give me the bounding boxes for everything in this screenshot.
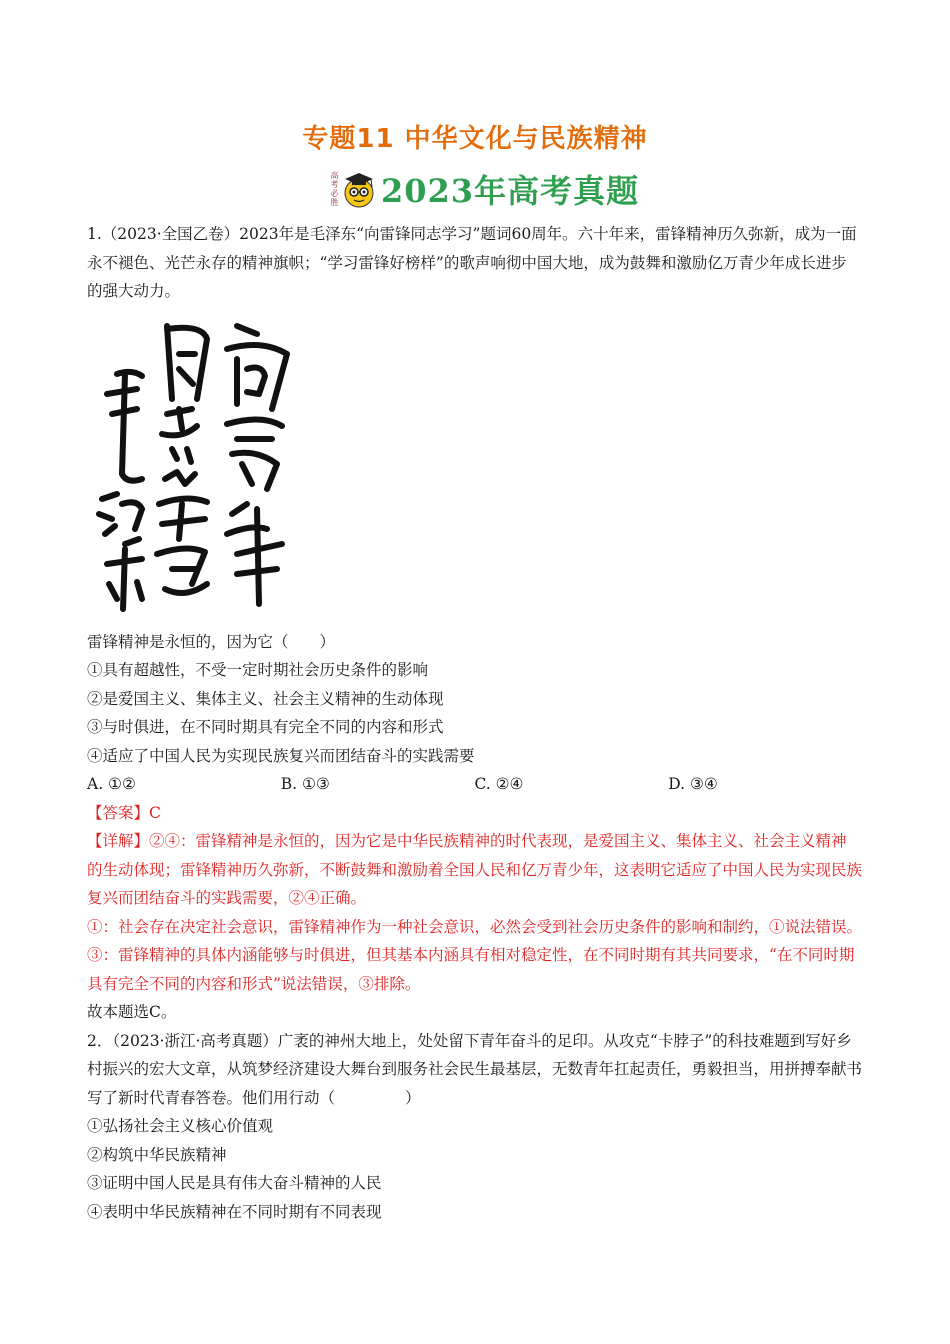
q1-answer — [87, 799, 862, 828]
q2-item-2: ②构筑中华民族精神 — [87, 1145, 227, 1164]
q1-explain-3: ③：雷锋精神的具体内涵能够与时俱进，但其基本内涵具有相对稳定性，在不同时期有其共同要求，“在不同时期具有完全不同的内容和形式”说法错误，③排除。 — [87, 946, 855, 993]
q1-item-2: ②是爱国主义、集体主义、社会主义精神的生动体现 — [87, 689, 444, 708]
q1-explain-1 — [87, 827, 862, 913]
q1-explain-2: ①：社会存在决定社会意识，雷锋精神作为一种社会意识，必然会受到社会历史条件的影响和制约，①说法错误。 — [87, 917, 863, 936]
exam-banner — [330, 166, 639, 212]
q1-item-3: ③与时俱进，在不同时期具有完全不同的内容和形式 — [87, 718, 444, 736]
question-content — [87, 220, 862, 1226]
explain-text-1: ②④：雷锋精神是永恒的，因为它是中华民族精神的时代表现，是爱国主义、集体主义、社会主义精神的生动体现；雷锋精神历久弥新，不断鼓舞和激励着全国人民和亿万青少年，这表明它适应了中国人民为实现民族复兴而团结奋斗的实践需要，②④正确。 — [87, 832, 863, 907]
banner-vertical-text: 高考必胜 — [330, 171, 339, 207]
q1-option-c: C. ②④ — [474, 775, 524, 793]
q1-item-1: ①具有超越性，不受一定时期社会历史条件的影响 — [87, 661, 429, 679]
q2-item-4: ④表明中华民族精神在不同时期有不同表现 — [87, 1202, 382, 1221]
q1-stem: 1.（2023·全国乙卷）2023年是毛泽东“向雷锋同志学习”题词60周年。六十年来，雷锋精神历久弥新，成为一面永不褪色、光芒永存的精神旗帜；“学习雷锋好榜样”的歌声响彻中国大地，成为鼓舞和激励亿万青少年成长进步的强大动力。 — [87, 225, 857, 300]
q1-options — [87, 770, 862, 799]
answer-label: 【答案】 — [87, 803, 150, 822]
mascot-icon — [341, 169, 377, 209]
q1-conclusion: 故本题选C。 — [87, 1003, 177, 1021]
q1-option-b: B. ①③ — [280, 775, 330, 793]
answer-value: C — [149, 803, 161, 822]
calligraphy-image — [87, 306, 862, 628]
q2-stem — [87, 1027, 862, 1113]
q1-option-a: A. ①② — [87, 775, 136, 793]
calligraphy-artwork — [87, 314, 297, 614]
q2-stem-end: ） — [405, 1088, 421, 1107]
q1-question: 雷锋精神是永恒的，因为它（ ） — [87, 632, 336, 651]
q1-option-d: D. ③④ — [668, 775, 718, 793]
explain-label: 【详解】 — [87, 832, 150, 850]
banner-title: 2023年高考真题 — [381, 172, 640, 210]
calligraphy-text: 向雷锋同志学习 毛泽东 — [87, 612, 98, 614]
q2-item-3: ③证明中国人民是具有伟大奋斗精神的人民 — [87, 1174, 382, 1192]
page-title: 专题11 中华文化与民族精神 — [302, 124, 648, 154]
q2-stem-text: 2．（2023·浙江·高考真题）广袤的神州大地上，处处留下青年奋斗的足印。从攻克“卡脖子”的科技难题到写好乡村振兴的宏大文章，从筑梦经济建设大舞台到服务社会民生最基层，无数青年扛起责任，勇毅担当，用拼搏奉献书写了新时代青春答卷。他们用行动（ — [87, 1031, 863, 1107]
q1-item-4: ④适应了中国人民为实现民族复兴而团结奋斗的实践需要 — [87, 746, 475, 765]
q2-item-1: ①弘扬社会主义核心价值观 — [87, 1117, 274, 1135]
